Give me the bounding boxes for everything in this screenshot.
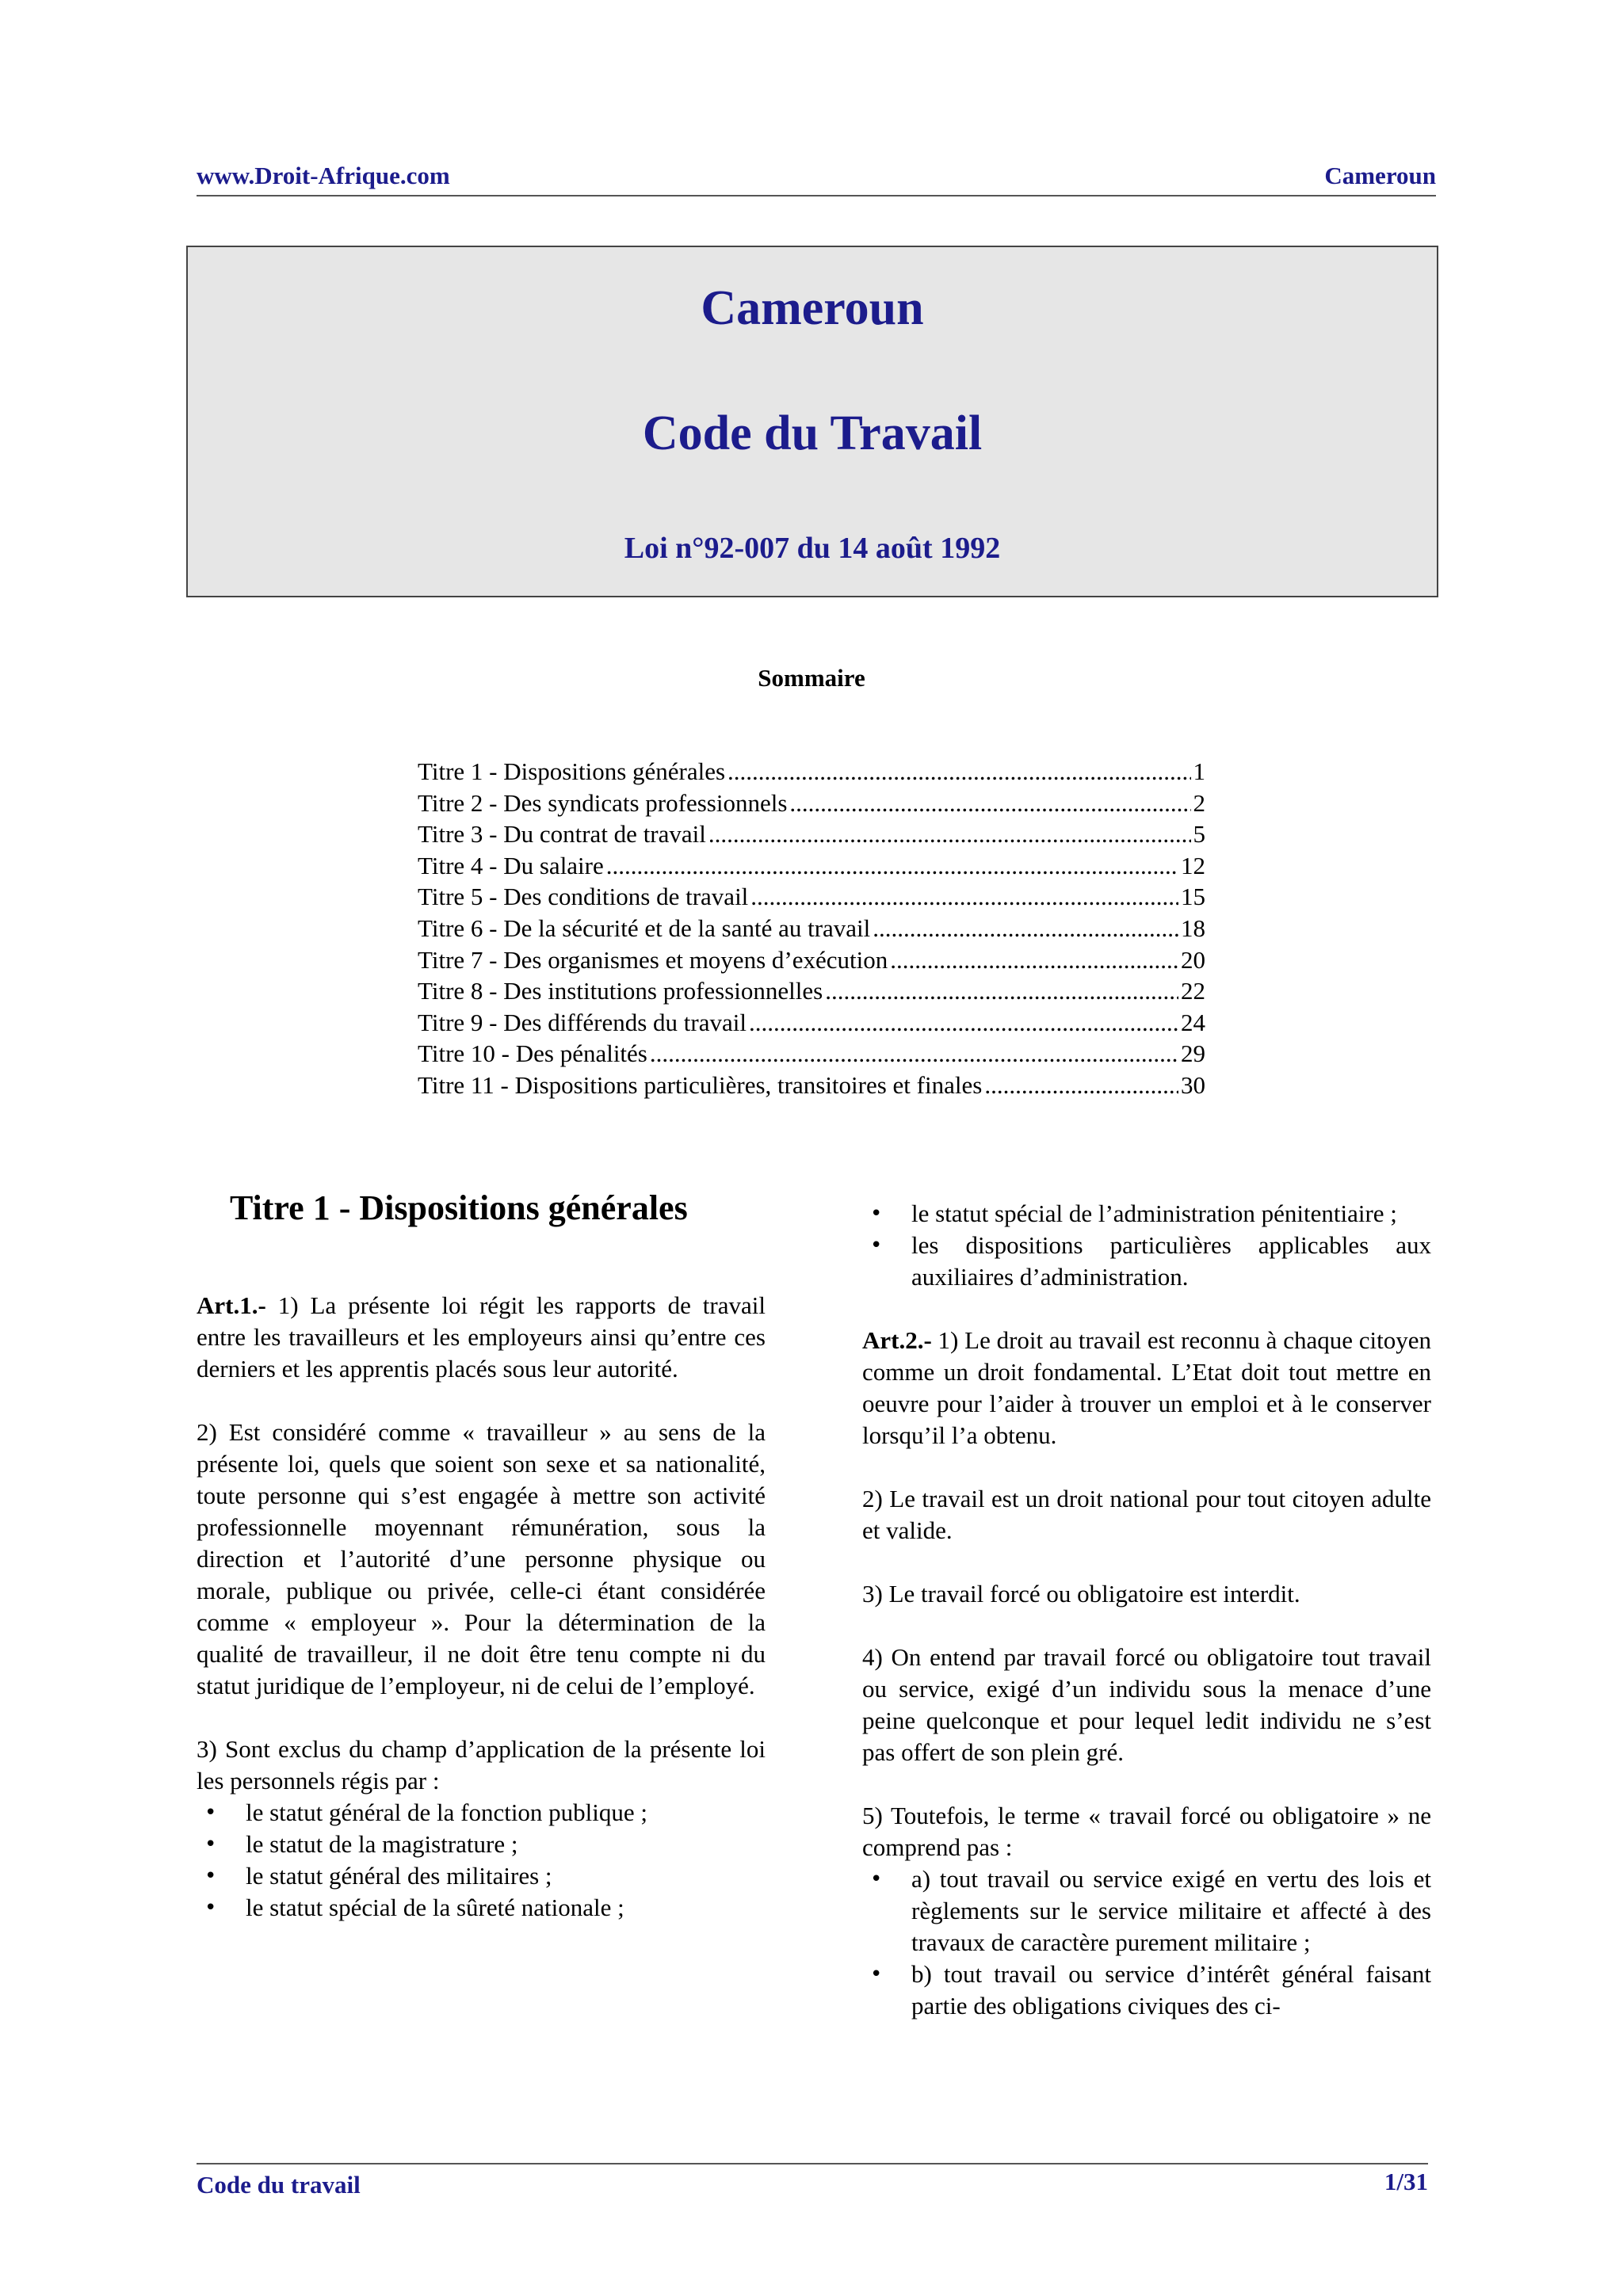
forced-labour-exceptions (862, 1863, 1431, 2022)
toc-item (418, 944, 1205, 976)
list-item: • le statut général des militaires ; (197, 1860, 766, 1892)
toc-label: Titre 11 - Dispositions particulières, transitoires et finales (418, 1070, 983, 1099)
header-site: www.Droit-Afrique.com (197, 162, 450, 189)
toc-page: 5 (1193, 820, 1205, 849)
art2-text-1: 1) Le droit au travail est reconnu à chaque citoyen comme un droit fondamental. L’Etat doit tout mettre en oeuvre pour l’aider à trouver un emploi et à le conserver lorsqu’il l’a obtenu. (862, 1326, 1431, 1449)
toc-item (418, 1070, 1205, 1101)
list-item: • le statut spécial de l’administration pénitentiaire ; (862, 1198, 1431, 1230)
art2-paragraph-4: 4) On entend par travail forcé ou obligatoire tout travail ou service, exigé d’un individu sous la menace d’une peine quelconque et pour lequel ledit individu ne s’est pas offert de son plein gré. (862, 1643, 1431, 1766)
toc-page: 24 (1181, 1008, 1205, 1036)
summary-heading: Sommaire (758, 664, 865, 692)
art1-paragraph-2: 2) Est considéré comme « travailleur » au sens de la présente loi, quels que soient son sexe et sa nationalité, toute personne qui s’est engagée à mettre son activité professionnelle moyennant rémunération, sous la direction et l’autorité d’une personne physique ou morale, publique ou privée, celle-ci étant considérée comme « employeur ». Pour la détermination de la qualité de travailleur, il ne doit être tenu compte ni du statut juridique de l’employeur, ni de celui de l’employé. (197, 1418, 766, 1699)
toc-label: Titre 2 - Des syndicats professionnels (418, 788, 788, 817)
toc-page: 22 (1181, 977, 1205, 1005)
art2-paragraph-5: 5) Toutefois, le terme « travail forcé ou obligatoire » ne comprend pas : (862, 1802, 1431, 1861)
toc-leader (789, 788, 1190, 819)
toc-label: Titre 5 - Des conditions de travail (418, 883, 749, 911)
toc-label: Titre 4 - Du salaire (418, 851, 604, 879)
toc-page: 12 (1181, 851, 1205, 879)
title-main: Code du Travail (642, 406, 983, 460)
toc-leader (749, 1007, 1178, 1039)
table-of-contents (418, 756, 1205, 1101)
art2-label: Art.2.- (862, 1326, 932, 1354)
toc-page: 2 (1193, 788, 1205, 817)
title-country: Cameroun (701, 281, 924, 335)
toc-leader (708, 818, 1191, 850)
toc-item (418, 756, 1205, 788)
toc-page: 20 (1181, 945, 1205, 974)
toc-label: Titre 1 - Dispositions générales (418, 757, 726, 785)
title-law: Loi n°92-007 du 14 août 1992 (624, 532, 1001, 565)
page-footer (197, 2163, 1428, 2199)
toc-label: Titre 8 - Des institutions professionnelles (418, 977, 823, 1005)
list-item: • b) tout travail ou service d’intérêt général faisant partie des obligations civiques des ci- (862, 1958, 1431, 2022)
toc-leader (727, 756, 1190, 788)
art1-paragraph-1 (197, 1290, 766, 1385)
toc-item (418, 1038, 1205, 1070)
toc-item (418, 850, 1205, 882)
toc-item (418, 975, 1205, 1007)
art1-text-1: 1) La présente loi régit les rapports de travail entre les travailleurs et les employeurs ainsi qu’entre ces derniers et les apprentis placés sous leur autorité. (197, 1291, 766, 1383)
toc-leader (873, 913, 1178, 944)
exclusion-list (197, 1797, 766, 1924)
toc-leader (825, 975, 1178, 1007)
list-item: • a) tout travail ou service exigé en vertu des lois et règlements sur le service militaire et affecté à des travaux de caractère purement militaire ; (862, 1863, 1431, 1958)
toc-item (418, 1007, 1205, 1039)
footer-title: Code du travail (197, 2171, 361, 2199)
toc-label: Titre 10 - Des pénalités (418, 1039, 647, 1068)
page-header (197, 162, 1436, 196)
toc-label: Titre 3 - Du contrat de travail (418, 820, 706, 849)
toc-page: 18 (1181, 913, 1205, 942)
toc-page: 30 (1181, 1070, 1205, 1099)
list-item: • les dispositions particulières applicables aux auxiliaires d’administration. (862, 1230, 1431, 1293)
toc-item (418, 788, 1205, 819)
toc-page: 15 (1181, 883, 1205, 911)
page-number: 1/31 (1384, 2168, 1428, 2195)
art1-paragraph-3: 3) Sont exclus du champ d’application de la présente loi les personnels régis par : (197, 1735, 766, 1794)
toc-leader (984, 1070, 1178, 1101)
toc-label: Titre 9 - Des différends du travail (418, 1008, 747, 1036)
right-column (862, 1198, 1431, 2022)
header-country: Cameroun (1324, 162, 1436, 189)
art1-label: Art.1.- (197, 1291, 266, 1319)
art2-paragraph-2: 2) Le travail est un droit national pour tout citoyen adulte et valide. (862, 1485, 1431, 1544)
toc-leader (750, 881, 1178, 913)
list-item: • le statut général de la fonction publique ; (197, 1797, 766, 1829)
list-item: • le statut de la magistrature ; (197, 1829, 766, 1860)
toc-label: Titre 7 - Des organismes et moyens d’exécution (418, 945, 888, 974)
toc-item (418, 913, 1205, 944)
toc-label: Titre 6 - De la sécurité et de la santé au travail (418, 913, 871, 942)
art2-paragraph-1 (862, 1325, 1431, 1451)
title-box (186, 246, 1438, 597)
toc-leader (890, 944, 1178, 976)
left-column (197, 1188, 766, 1924)
toc-leader (650, 1038, 1178, 1070)
toc-page: 1 (1193, 757, 1205, 785)
section-heading: Titre 1 - Dispositions générales (230, 1188, 688, 1227)
list-item: • le statut spécial de la sûreté nationale ; (197, 1892, 766, 1924)
toc-item (418, 818, 1205, 850)
exclusion-list-continued (862, 1198, 1431, 1293)
toc-item (418, 881, 1205, 913)
toc-page: 29 (1181, 1039, 1205, 1068)
toc-leader (606, 850, 1178, 882)
art2-paragraph-3: 3) Le travail forcé ou obligatoire est interdit. (862, 1580, 1300, 1608)
